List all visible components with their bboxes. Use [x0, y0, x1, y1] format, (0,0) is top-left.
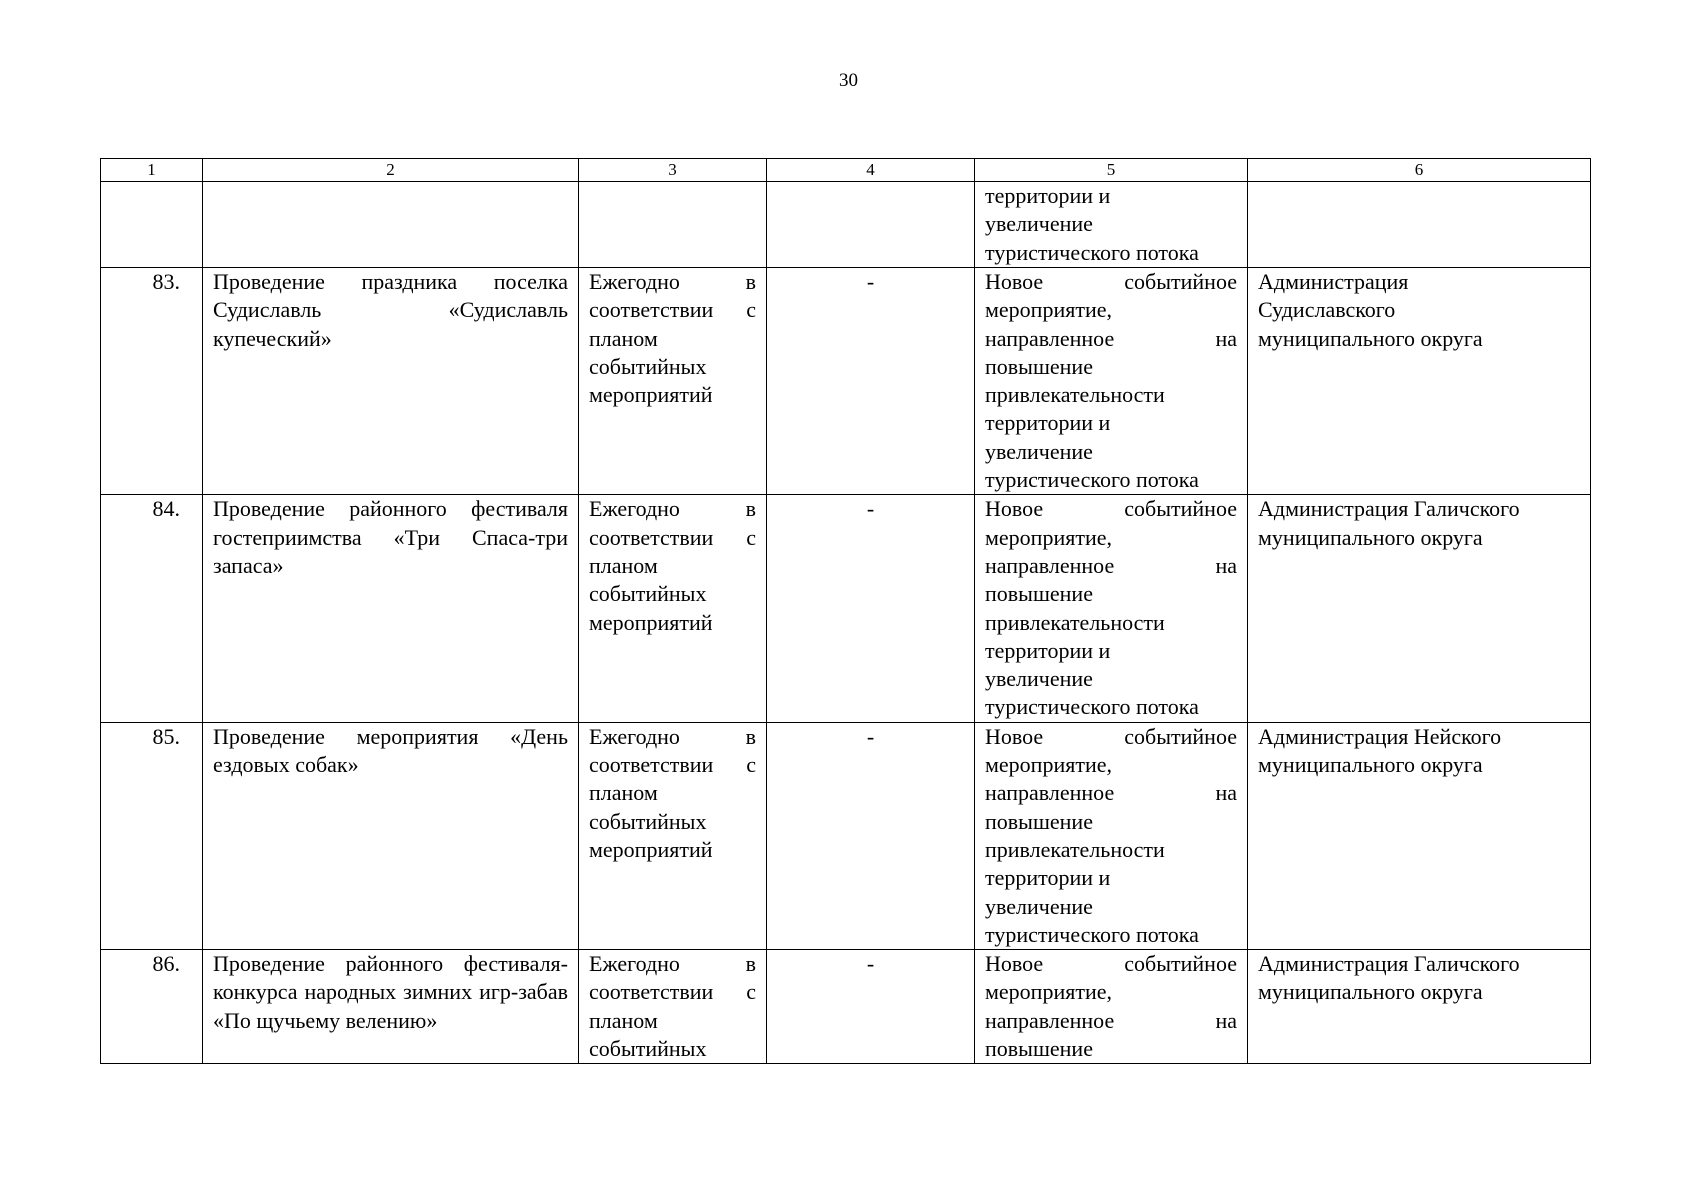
column-header: 1: [101, 159, 203, 182]
line: Новое событийное: [985, 269, 1237, 294]
line: муниципального округа: [1258, 325, 1483, 351]
line: Ежегодно в: [589, 496, 756, 522]
cell-term: [579, 722, 767, 949]
line: мероприятий: [589, 836, 713, 862]
line: планом: [589, 780, 658, 806]
cell-result: [975, 722, 1248, 949]
line: Новое событийное: [985, 496, 1237, 522]
line: увеличение: [985, 211, 1093, 237]
column-header: 3: [579, 159, 767, 182]
line: Новое событийное: [985, 951, 1237, 977]
cell-executor: [1248, 182, 1591, 268]
cell-term: [579, 182, 767, 268]
line: туристического потока: [985, 921, 1199, 947]
line: муниципального округа: [1258, 524, 1483, 550]
line: Ежегодно в: [589, 723, 756, 749]
cell-cost: -: [767, 722, 975, 949]
line: привлекательности: [985, 609, 1165, 635]
line: событийных: [589, 353, 707, 379]
column-header: 4: [767, 159, 975, 182]
table-row: [101, 495, 1591, 722]
line: событийных: [589, 581, 707, 607]
cell-cost: -: [767, 495, 975, 722]
line: привлекательности: [985, 836, 1165, 862]
line: территории и: [985, 637, 1111, 663]
cell-num: 84.: [101, 495, 203, 722]
line: Администрация Нейского: [1258, 723, 1502, 749]
cell-result: [975, 495, 1248, 722]
line: муниципального округа: [1258, 752, 1483, 778]
event-plan-table: [100, 158, 1591, 1064]
cell-result: [975, 268, 1248, 495]
line: Администрация: [1258, 269, 1409, 294]
column-header: 5: [975, 159, 1248, 182]
cell-event: Проведение праздника поселка Судиславль «Судиславль купеческий»: [203, 268, 579, 495]
line: соответствии с: [589, 524, 756, 550]
line: соответствии с: [589, 752, 756, 778]
table-row: [101, 268, 1591, 495]
line: увеличение: [985, 438, 1093, 464]
cell-executor: [1248, 268, 1591, 495]
cell-executor: [1248, 950, 1591, 1064]
cell-cost: -: [767, 950, 975, 1064]
line: мероприятие,: [985, 524, 1113, 550]
line: муниципального округа: [1258, 979, 1483, 1005]
line: Ежегодно в: [589, 269, 756, 294]
line: мероприятий: [589, 382, 713, 408]
table-row-continuation: [101, 182, 1591, 268]
line: повышение: [985, 1036, 1093, 1062]
line: территории и: [985, 183, 1111, 208]
cell-term: [579, 950, 767, 1064]
cell-event: Проведение районного фестиваля-конкурса народных зимних игр-забав «По щучьему велению»: [203, 950, 579, 1064]
line: направленное на: [985, 325, 1237, 351]
cell-result: [975, 182, 1248, 268]
line: увеличение: [985, 666, 1093, 692]
line: планом: [589, 325, 658, 351]
cell-executor: [1248, 722, 1591, 949]
line: направленное на: [985, 780, 1237, 806]
cell-event: [203, 182, 579, 268]
line: Ежегодно в: [589, 951, 756, 977]
line: территории и: [985, 865, 1111, 891]
line: мероприятие,: [985, 979, 1113, 1005]
column-number-row: [101, 159, 1591, 182]
line: Судиславского: [1258, 297, 1396, 323]
table-row: [101, 722, 1591, 949]
line: направленное на: [985, 1007, 1237, 1033]
line: планом: [589, 1007, 658, 1033]
cell-cost: [767, 182, 975, 268]
line: туристического потока: [985, 467, 1199, 493]
line: соответствии с: [589, 979, 756, 1005]
cell-cost: -: [767, 268, 975, 495]
cell-executor: [1248, 495, 1591, 722]
cell-term: [579, 495, 767, 722]
cell-num: [101, 182, 203, 268]
line: территории и: [985, 410, 1111, 436]
cell-term: [579, 268, 767, 495]
line: направленное на: [985, 552, 1237, 578]
line: повышение: [985, 581, 1093, 607]
cell-event: Проведение мероприятия «День ездовых собак»: [203, 722, 579, 949]
cell-event: Проведение районного фестиваля гостеприимства «Три Спаса-три запаса»: [203, 495, 579, 722]
column-header: 2: [203, 159, 579, 182]
line: увеличение: [985, 893, 1093, 919]
line: повышение: [985, 808, 1093, 834]
cell-num: 86.: [101, 950, 203, 1064]
line: событийных: [589, 1036, 707, 1062]
line: Администрация Галичского: [1258, 496, 1520, 522]
table-row: [101, 950, 1591, 1064]
line: Новое событийное: [985, 723, 1237, 749]
cell-result: [975, 950, 1248, 1064]
line: туристического потока: [985, 694, 1199, 720]
line: мероприятий: [589, 609, 713, 635]
column-header: 6: [1248, 159, 1591, 182]
line: туристического потока: [985, 239, 1199, 265]
cell-num: 85.: [101, 722, 203, 949]
line: соответствии с: [589, 297, 756, 323]
line: мероприятие,: [985, 752, 1113, 778]
page-number: 30: [839, 70, 858, 91]
line: привлекательности: [985, 382, 1165, 408]
line: событийных: [589, 808, 707, 834]
line: планом: [589, 552, 658, 578]
line: Администрация Галичского: [1258, 951, 1520, 977]
line: повышение: [985, 353, 1093, 379]
cell-num: 83.: [101, 268, 203, 495]
line: мероприятие,: [985, 297, 1113, 323]
